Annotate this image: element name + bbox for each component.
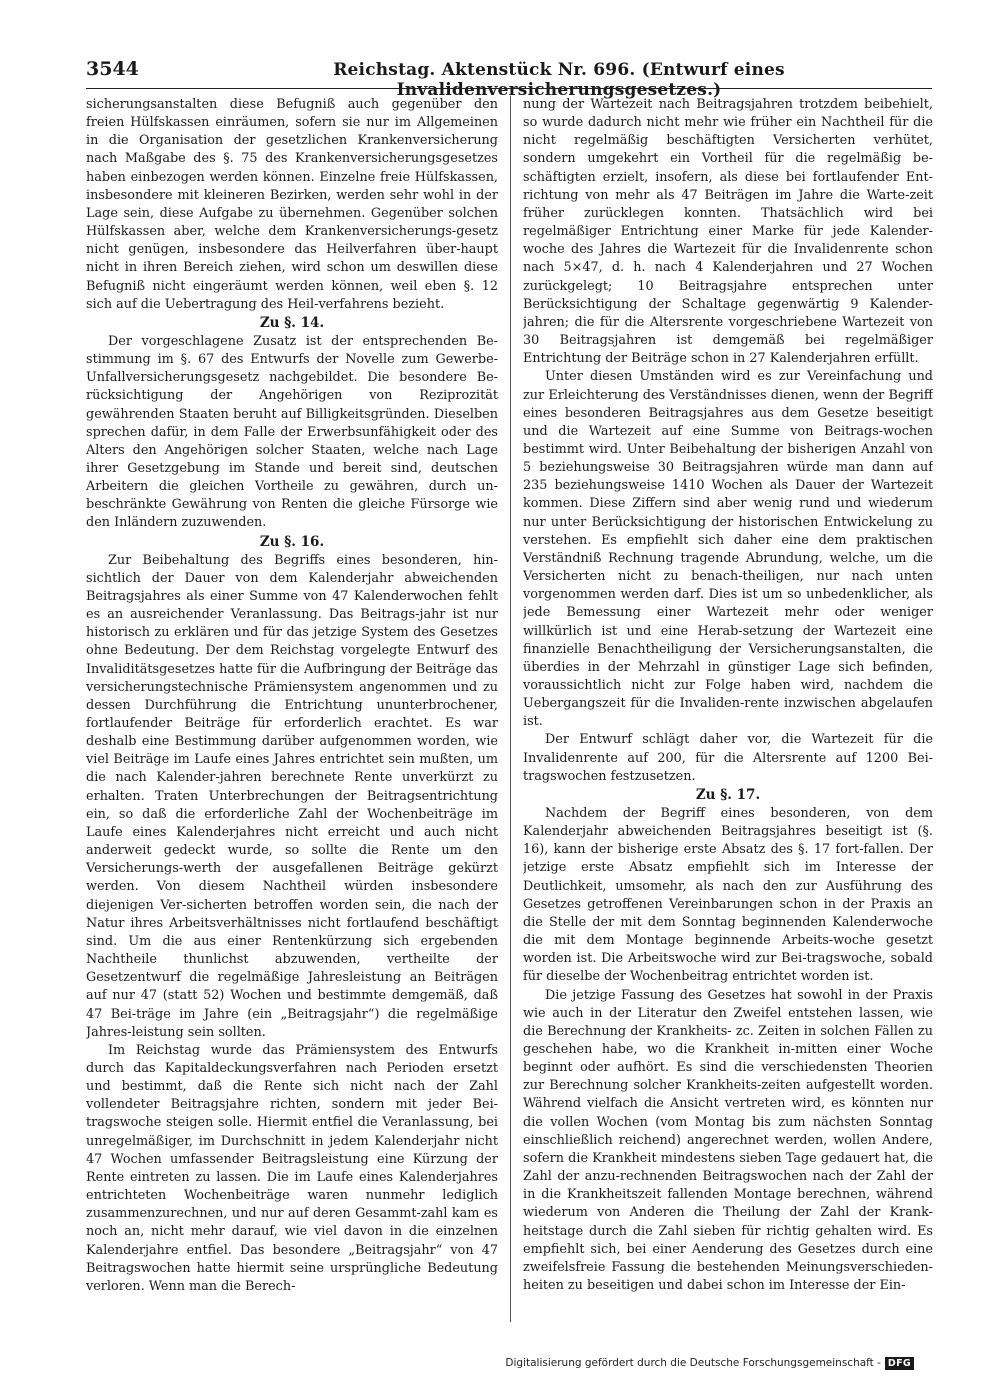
right-column — [523, 96, 933, 1326]
paragraph: sicherungsanstalten diese Befugniß auch gegenüber den freien Hülfskassen einräumen, sofern sie nur im Allgemeinen in die Organisation der gesetzlichen Krankenversicherung nach Maßgabe des §. 75 des Krankenversicherungsgesetzes haben einbezogen werden können. Einzelne freie Hülfskassen, insbesondere mit kleineren Bezirken, werden sehr wohl in der Lage sein, diese Aufgabe zu übernehmen. Gegenüber solchen Hülfskassen aber, welche dem Krankenversicherungs-gesetz nicht genügen, insbesondere das Heilverfahren über-haupt nicht in ihren Bereich ziehen, wird schon um deswillen diese Befugniß nicht eingeräumt werden können, weil eben §. 12 sich auf die Uebertragung des Heil-verfahrens bezieht. — [86, 97, 498, 312]
digitization-credit — [505, 1355, 914, 1371]
header-rule — [86, 88, 932, 89]
section-heading-17: Zu §. 17. — [695, 786, 761, 803]
paragraph: Nachdem der Begriff eines besonderen, von dem Kalenderjahr abweichenden Beitragsjahres beseitigt ist (§. 16), kann der bisherige erste Absatz des §. 17 fort-fallen. Der jetzige erste Absatz empfiehlt sich im Interesse der Deutlichkeit, umsomehr, als nach den zur Ausführung des Gesetzes getroffenen Vereinbarungen schon in der Praxis an die Stelle der mit dem Sonntag beginnenden Kalenderwoche die mit dem Montage beginnende Arbeits-woche gesetzt worden ist. Die Arbeitswoche wird zur Bei-tragswoche, sobald für dieselbe der Wochenbeitrag entrichtet worden ist. — [523, 805, 933, 985]
left-column — [86, 96, 498, 1326]
paragraph: Unter diesen Umständen wird es zur Vereinfachung und zur Erleichterung des Verständnisses dienen, wenn der Begriff eines besonderen Beitragsjahres aus dem Gesetze beseitigt und die Wartezeit auf eine Summe von Beitrags-wochen bestimmt wird. Unter Beibehaltung der bisherigen Anzahl von 5 beziehungsweise 30 Beitragsjahren würde man dann auf 235 beziehungsweise 1410 Wochen als Dauer der Wartezeit kommen. Diese Ziffern sind aber wenig rund und wiederum nur unter Berücksichtigung der historischen Entwickelung zu verstehen. Es empfiehlt sich daher eine dem praktischen Verständniß Rechnung tragende Abrundung, welche, um die Versicherten nicht zu benach-theiligen, nur nach unten vorgenommen werden darf. Dies ist um so unbedenklicher, als jede Bemessung einer Wartezeit mehr oder weniger willkürlich ist und eine Herab-setzung der Wartezeit eine finanzielle Benachtheiligung der Versicherungsanstalten, die überdies in der Mehrzahl in günstiger Lage sich befinden, voraussichtlich nicht zur Folge haben wird, nachdem die Uebergangszeit für die Invaliden-rente inzwischen abgelaufen ist. — [523, 369, 933, 730]
credit-text: Digitalisierung gefördert durch die Deutsche Forschungsgemeinschaft - — [505, 1357, 881, 1369]
paragraph: Zur Beibehaltung des Begriffs eines besonderen, hin-sichtlich der Dauer von dem Kalenderjahr abweichenden Beitragsjahres als einer Summe von 47 Kalenderwochen fehlt es an ausreichender Veranlassung. Das Beitrags-jahr ist nur historisch zu erklären und für das jetzige System des Gesetzes ohne Bedeutung. Der dem Reichstag vorgelegte Entwurf des Invaliditätsgesetzes hatte für die Aufbringung der Beiträge das versicherungstechnische Prämiensystem angenommen und zu dessen Durchführung die Entrichtung ununterbrochener, fortlaufender Beiträge für erforderlich erachtet. Es war deshalb eine Bestimmung darüber aufgenommen worden, wie viel Beiträge im Laufe eines Jahres entrichtet sein mußten, um die nach Kalender-jahren berechnete Rente unverkürzt zu erhalten. Traten Unterbrechungen der Beitragsentrichtung ein, so daß die erforderliche Zahl der Wochenbeiträge im Laufe eines Kalenderjahres nicht erreicht und auch nicht anderweit gedeckt wurde, so sollte die Rente um den Versicherungs-werth der ausgefallenen Beiträge gekürzt werden. Von diesem Nachtheil würden insbesondere diejenigen Ver-sicherten betroffen worden sein, die nach der Natur ihres Arbeitsverhältnisses nicht fortlaufend beschäftigt sind. Um die aus einer Rentenkürzung sich ergebenden Nachtheile thunlichst abzuwenden, vertheilte der Gesetzentwurf die regelmäßige Jahresleistung an Beiträgen auf nur 47 (statt 52) Wochen und bestimmte demgemäß, daß 47 Bei-träge im Jahre (ein „Beitragsjahr“) die regelmäßige Jahres-leistung sein sollten. — [86, 552, 498, 1040]
section-heading-16: Zu §. 16. — [259, 533, 325, 550]
section-heading-14: Zu §. 14. — [259, 314, 325, 331]
page-number: 3544 — [86, 58, 139, 80]
running-title: Reichstag. Aktenstück Nr. 696. (Entwurf eines Invalidenversicherungsgesetzes.) — [333, 60, 785, 100]
column-divider — [510, 96, 511, 1322]
dfg-logo-icon: DFG — [885, 1357, 914, 1370]
page-header — [86, 58, 932, 100]
paragraph: nung der Wartezeit nach Beitragsjahren trotzdem beibehielt, so wurde dadurch nicht mehr wie früher ein Nachtheil für die nicht regelmäßig beschäftigten Versicherten verhütet, sondern umgekehrt ein Vortheil für die regelmäßig be-schäftigten erzielt, insofern, als diese bei fortlaufender Ent-richtung von mehr als 47 Beiträgen im Jahre die Warte-zeit früher zurücklegen konnten. Thatsächlich wird bei regelmäßiger Entrichtung einer Marke für jede Kalender-woche des Jahres die Wartezeit für die Invalidenrente schon nach 5×47, d. h. nach 4 Kalenderjahren und 27 Wochen zurückgelegt; 10 Beitragsjahre entsprechen unter Berücksichtigung der Schaltage gegenwärtig 9 Kalender-jahren; die für die Altersrente vorgeschriebene Wartezeit von 30 Beitragsjahren ist demgemäß bei regelmäßiger Entrichtung der Beiträge schon in 27 Kalenderjahren erfüllt. — [523, 97, 933, 367]
paragraph: Der vorgeschlagene Zusatz ist der entsprechenden Be-stimmung im §. 67 des Entwurfs der Novelle zum Gewerbe-Unfallversicherungsgesetz nachgebildet. Die besondere Be-rücksichtigung der Angehörigen von Reziprozität gewährenden Staaten beruht auf Billigkeitsgründen. Dieselben sprechen dafür, in dem Falle der Erwerbsunfähigkeit oder des Alters den Angehörigen solcher Staaten, welche nach Lage ihrer Gesetzgebung im Stande und bereit sind, deutschen Arbeitern die gleichen Vortheile zu gewähren, durch un-beschränkte Gewährung von Renten die gleiche Fürsorge wie den Inländern zuzuwenden. — [86, 333, 498, 531]
paragraph: Die jetzige Fassung des Gesetzes hat sowohl in der Praxis wie auch in der Literatur den Zweifel entstehen lassen, wie die Berechnung der Krankheits- zc. Zeiten in solchen Fällen zu geschehen habe, wo die Krankheit in-mitten einer Woche beginnt oder aufhört. Es sind die verschiedensten Theorien zur Berechnung solcher Krankheits-zeiten aufgestellt worden. Während vielfach die Ansicht vertreten wird, es könnten nur die vollen Wochen (vom Montag bis zum nächsten Sonntag einschließlich reichend) angerechnet werden, wollen Andere, sofern die Krankheit mindestens sieben Tage gedauert hat, die Zahl der anzu-rechnenden Beitragswochen nach der Zahl der in die Krankheitszeit fallenden Montage berechnen, während wiederum von Anderen die Theilung der Zahl der Krank-heitstage durch die Zahl sieben für richtig gehalten wird. Es empfiehlt sich, bei einer Aenderung des Gesetzes durch eine zweifelsfreie Fassung die bestehenden Meinungsverschieden-heiten zu beseitigen und dabei schon im Interesse der Ein- — [523, 987, 933, 1293]
paragraph: Der Entwurf schlägt daher vor, die Wartezeit für die Invalidenrente auf 200, für die Altersrente auf 1200 Bei-tragswochen festzusetzen. — [523, 732, 933, 784]
paragraph: Im Reichstag wurde das Prämiensystem des Entwurfs durch das Kapitaldeckungsverfahren nach Perioden ersetzt und bestimmt, daß die Rente sich nicht nach der Zahl vollendeter Beitragsjahre richten, sondern mit jeder Bei-tragswoche steigen solle. Hiermit entfiel die Veranlassung, bei unregelmäßiger, im Durchschnitt in jedem Kalenderjahr nicht 47 Wochen umfassender Beitragsleistung eine Kürzung der Rente eintreten zu lassen. Die im Laufe eines Kalenderjahres entrichteten Wochenbeiträge waren nunmehr lediglich zusammenzurechnen, und nur auf deren Gesammt-zahl kam es noch an, nicht mehr darauf, wie viel davon in die einzelnen Kalenderjahre entfiel. Das besondere „Beitragsjahr“ von 47 Beitragswochen hatte hiermit seine ursprüngliche Bedeutung verloren. Wenn man die Berech- — [86, 1042, 498, 1294]
